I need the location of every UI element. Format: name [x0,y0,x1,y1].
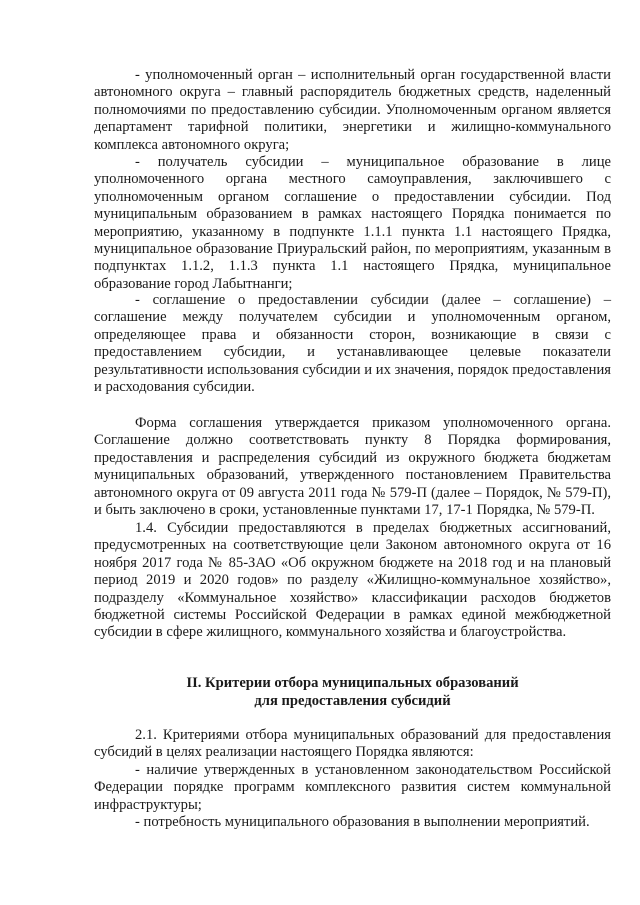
section-2-heading [94,675,611,710]
section-2-heading-line-2: для предоставления субсидий [254,692,451,709]
paragraph-criterion-need: - потребность муниципального образования в выполнении мероприятий. [135,814,590,830]
paragraph-1-4: 1.4. Субсидии предоставляются в пределах бюджетных ассигнований, предусмотренных на соответствующие цели Законом автономного округа от 16 ноября 2017 года № 85-ЗАО «Об окружном бюджете на 2018 год и на плановый период 2019 и 2020 годов» по разделу «Жилищно-коммунальное хозяйство», подразделу «Коммунальное хозяйство» классификации расходов бюджетов бюджетной системы Российской Федерации в рамках единой межбюджетной субсидии в сфере жилищного, коммунального хозяйства и благоустройства. [94,520,611,641]
paragraph-agreement-form: Форма соглашения утверждается приказом уполномоченного органа. Соглашение должно соответствовать пункту 8 Порядка формирования, предоставления и распределения субсидий из окружного бюджета бюджетам муниципальных образований, утвержденного постановлением Правительства автономного округа от 09 августа 2011 года № 579-П (далее – Порядок, № 579-П), и быть заключено в сроки, установленные пунктами 17, 17-1 Порядка, № 579-П. [94,415,611,519]
section-2-heading-line-1: II. Критерии отбора муниципальных образований [186,675,519,691]
paragraph-subsidy-recipient: - получатель субсидии – муниципальное образование в лице уполномоченного органа местного самоуправления, заключившего с уполномоченным органом соглашение о предоставлении субсидии. Под муниципальным образованием в рамках настоящего Порядка понимается по мероприятию, указанному в подпункте 1.1.1 пункта 1.1 настоящего Прядка, муниципальное образование Приуральский район, по мероприятиям, указанным в подпунктах 1.1.2, 1.1.3 пункта 1.1 настоящего Прядка, муниципальное образование город Лабытнанги; [94,154,611,292]
paragraph-criterion-approved-programs: - наличие утвержденных в установленном законодательством Российской Федерации порядке программ комплексного развития систем коммунальной инфраструктуры; [94,762,611,813]
paragraph-2-1: 2.1. Критериями отбора муниципальных образований для предоставления субсидий в целях реализации настоящего Порядка являются: [94,727,611,761]
paragraph-subsidy-agreement: - соглашение о предоставлении субсидии (далее – соглашение) – соглашение между получателем субсидии и уполномоченным органом, определяющее права и обязанности сторон, возникающие в связи с предоставлением субсидии, и устанавливающее целевые показатели результативности использования субсидии и их значения, порядок предоставления и расходования субсидии. [94,292,611,396]
paragraph-authorized-body: - уполномоченный орган – исполнительный орган государственной власти автономного округа – главный распорядитель бюджетных средств, наделенный полномочиями по предоставлению субсидии. Уполномоченным органом является департамент тарифной политики, энергетики и жилищно-коммунального комплекса автономного округа; [94,67,611,153]
